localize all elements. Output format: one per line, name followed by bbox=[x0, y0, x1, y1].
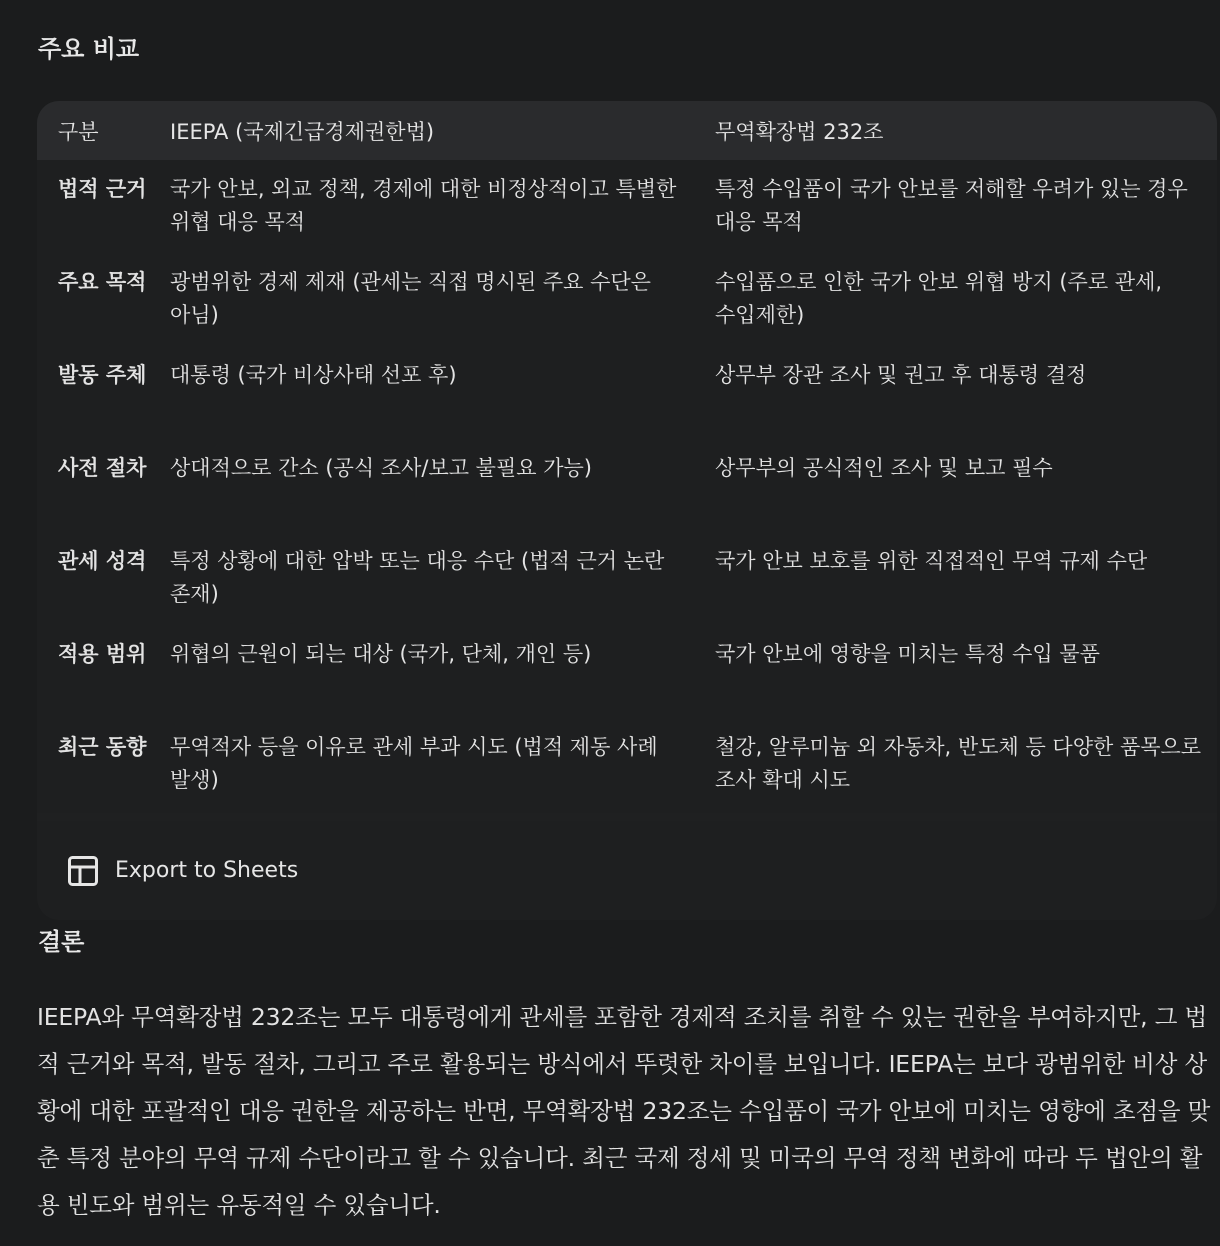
table-row bbox=[37, 439, 1217, 532]
comparison-table bbox=[37, 101, 1217, 811]
section-232-cell: 국가 안보에 영향을 미치는 특정 수입 물품 bbox=[715, 642, 1100, 666]
row-header-cell: 발동 주체 bbox=[58, 363, 147, 387]
table-icon bbox=[67, 855, 99, 887]
comparison-table-card bbox=[37, 101, 1217, 920]
table-row bbox=[37, 160, 1217, 253]
row-header-cell: 관세 성격 bbox=[58, 549, 147, 573]
ieepa-cell: 특정 상황에 대한 압박 또는 대응 수단 (법적 근거 논란 존재) bbox=[170, 549, 665, 606]
conclusion-paragraph: IEEPA와 무역확장법 232조는 모두 대통령에게 관세를 포함한 경제적 조치를 취할 수 있는 권한을 부여하지만, 그 법적 근거와 목적, 발동 절차, 그리고 주로 활용되는 방식에서 뚜렷한 차이를 보입니다. IEEPA는 보다 광범위한 비상 상황에 대한 포괄적인 대응 권한을 제공하는 반면, 무역확장법 232조는 수입품이 국가 안보에 미치는 영향에 초점을 맞춘 특정 분야의 무역 규제 수단이라고 할 수 있습니다. 최근 국제 정세 및 미국의 무역 정책 변화에 따라 두 법안의 활용 빈도와 범위는 유동적일 수 있습니다. bbox=[37, 1003, 1211, 1219]
table-header-row bbox=[37, 101, 1217, 160]
table-row bbox=[37, 718, 1217, 811]
section-title-comparison: 주요 비교 bbox=[38, 35, 140, 63]
table-row bbox=[37, 532, 1217, 625]
table-row bbox=[37, 346, 1217, 439]
ieepa-cell: 대통령 (국가 비상사태 선포 후) bbox=[170, 363, 457, 387]
table-row bbox=[37, 625, 1217, 718]
section-232-cell: 국가 안보 보호를 위한 직접적인 무역 규제 수단 bbox=[715, 549, 1148, 573]
ieepa-cell: 무역적자 등을 이유로 관세 부과 시도 (법적 제동 사례 발생) bbox=[170, 735, 658, 792]
ieepa-cell: 위협의 근원이 되는 대상 (국가, 단체, 개인 등) bbox=[170, 642, 592, 666]
column-header-category: 구분 bbox=[58, 119, 99, 144]
export-to-sheets-button[interactable] bbox=[67, 855, 298, 887]
row-header-cell: 법적 근거 bbox=[58, 177, 147, 201]
row-header-cell: 적용 범위 bbox=[58, 642, 147, 666]
section-232-cell: 철강, 알루미늄 외 자동차, 반도체 등 다양한 품목으로 조사 확대 시도 bbox=[715, 735, 1202, 792]
section-232-cell: 수입품으로 인한 국가 안보 위협 방지 (주로 관세, 수입제한) bbox=[715, 270, 1163, 327]
ieepa-cell: 국가 안보, 외교 정책, 경제에 대한 비정상적이고 특별한 위협 대응 목적 bbox=[170, 177, 677, 234]
ieepa-cell: 광범위한 경제 제재 (관세는 직접 명시된 주요 수단은 아님) bbox=[170, 270, 651, 327]
row-header-cell: 최근 동향 bbox=[58, 735, 147, 759]
ieepa-cell: 상대적으로 간소 (공식 조사/보고 불필요 가능) bbox=[170, 456, 592, 480]
section-232-cell: 상무부의 공식적인 조사 및 보고 필수 bbox=[715, 456, 1053, 480]
column-header-ieepa: IEEPA (국제긴급경제권한법) bbox=[170, 119, 435, 144]
section-232-cell: 특정 수입품이 국가 안보를 저해할 우려가 있는 경우 대응 목적 bbox=[715, 177, 1188, 234]
row-header-cell: 주요 목적 bbox=[58, 270, 147, 294]
row-header-cell: 사전 절차 bbox=[58, 456, 147, 480]
section-232-cell: 상무부 장관 조사 및 권고 후 대통령 결정 bbox=[715, 363, 1087, 387]
table-container bbox=[37, 101, 1217, 813]
table-row bbox=[37, 253, 1217, 346]
export-bar bbox=[37, 821, 1217, 920]
column-header-section-232: 무역확장법 232조 bbox=[715, 119, 884, 144]
section-title-conclusion: 결론 bbox=[38, 928, 85, 956]
export-to-sheets-label: Export to Sheets bbox=[115, 858, 299, 883]
